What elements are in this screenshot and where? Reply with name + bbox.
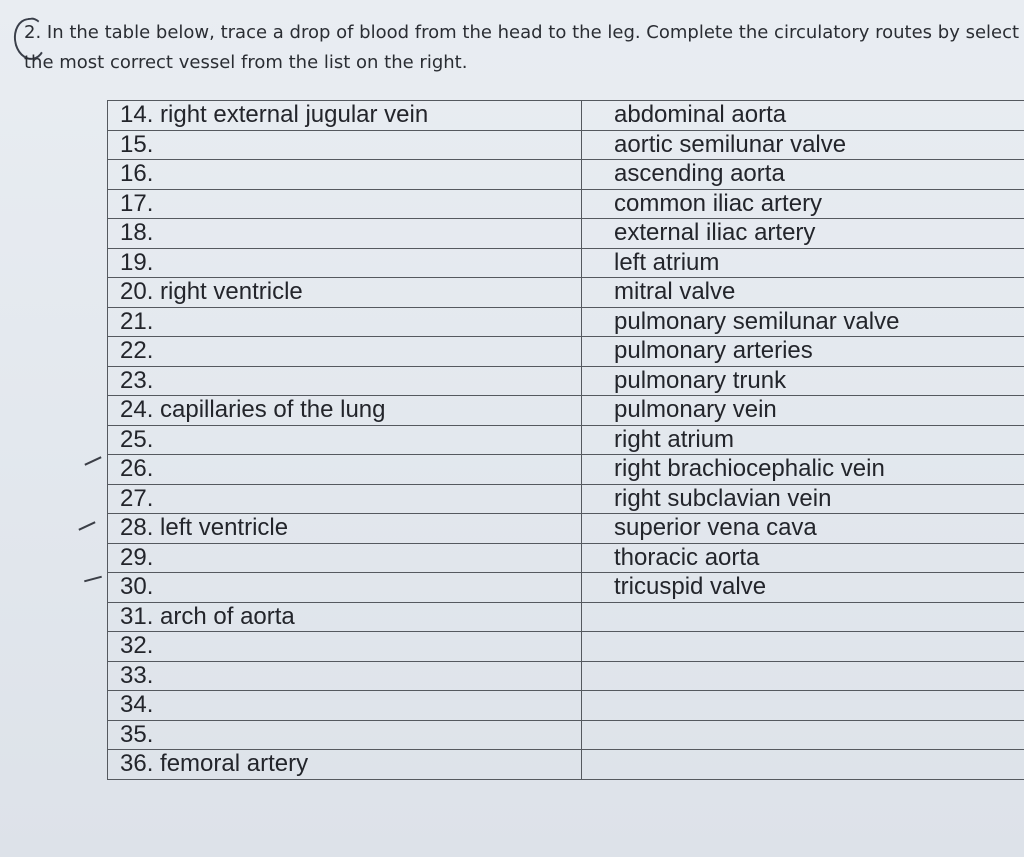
table-row xyxy=(108,750,1024,780)
table-row xyxy=(108,455,1024,485)
pen-tick-mark xyxy=(84,576,102,583)
table-row xyxy=(108,189,1024,219)
vessel-option-cell: right atrium xyxy=(582,425,1024,455)
table-row xyxy=(108,307,1024,337)
route-step-cell[interactable]: 23. xyxy=(108,366,582,396)
vessel-option-cell: thoracic aorta xyxy=(582,543,1024,573)
vessel-option-cell: ascending aorta xyxy=(582,160,1024,190)
table-row xyxy=(108,661,1024,691)
vessel-option-cell xyxy=(582,632,1024,662)
route-step-cell[interactable]: 26. xyxy=(108,455,582,485)
route-step-cell[interactable]: 15. xyxy=(108,130,582,160)
route-step-cell[interactable]: 18. xyxy=(108,219,582,249)
vessel-option-cell: pulmonary semilunar valve xyxy=(582,307,1024,337)
table-row xyxy=(108,101,1024,131)
pen-tick-mark xyxy=(84,456,101,465)
vessel-option-cell: abdominal aorta xyxy=(582,101,1024,131)
route-step-cell[interactable]: 14. right external jugular vein xyxy=(108,101,582,131)
route-step-cell[interactable]: 32. xyxy=(108,632,582,662)
vessel-option-cell xyxy=(582,602,1024,632)
route-step-cell[interactable]: 21. xyxy=(108,307,582,337)
vessel-option-cell: aortic semilunar valve xyxy=(582,130,1024,160)
route-step-cell[interactable]: 24. capillaries of the lung xyxy=(108,396,582,426)
vessel-option-cell xyxy=(582,691,1024,721)
route-step-cell[interactable]: 34. xyxy=(108,691,582,721)
route-step-cell[interactable]: 17. xyxy=(108,189,582,219)
route-step-cell[interactable]: 28. left ventricle xyxy=(108,514,582,544)
table-row xyxy=(108,396,1024,426)
vessel-option-cell: external iliac artery xyxy=(582,219,1024,249)
table-row xyxy=(108,219,1024,249)
vessel-option-cell xyxy=(582,720,1024,750)
vessel-option-cell xyxy=(582,750,1024,780)
route-step-cell[interactable]: 22. xyxy=(108,337,582,367)
table-row xyxy=(108,160,1024,190)
vessel-option-cell: mitral valve xyxy=(582,278,1024,308)
table-row xyxy=(108,425,1024,455)
route-step-cell[interactable]: 29. xyxy=(108,543,582,573)
route-step-cell[interactable]: 27. xyxy=(108,484,582,514)
table-row xyxy=(108,720,1024,750)
vessel-option-cell: pulmonary vein xyxy=(582,396,1024,426)
question-instructions xyxy=(24,18,1024,78)
table-row xyxy=(108,602,1024,632)
route-step-cell[interactable]: 16. xyxy=(108,160,582,190)
instructions-line-2: the most correct vessel from the list on the right. xyxy=(24,52,468,73)
route-step-cell[interactable]: 31. arch of aorta xyxy=(108,602,582,632)
vessel-option-cell: right brachiocephalic vein xyxy=(582,455,1024,485)
vessel-option-cell: pulmonary arteries xyxy=(582,337,1024,367)
vessel-option-cell: right subclavian vein xyxy=(582,484,1024,514)
route-step-cell[interactable]: 25. xyxy=(108,425,582,455)
route-step-cell[interactable]: 36. femoral artery xyxy=(108,750,582,780)
route-step-cell[interactable]: 33. xyxy=(108,661,582,691)
instructions-line-1: 2. In the table below, trace a drop of blood from the head to the leg. Complete the circulatory routes by select xyxy=(24,22,1020,43)
route-step-cell[interactable]: 30. xyxy=(108,573,582,603)
table-row xyxy=(108,632,1024,662)
vessel-option-cell xyxy=(582,661,1024,691)
table-row xyxy=(108,573,1024,603)
table-row xyxy=(108,366,1024,396)
table-row xyxy=(108,691,1024,721)
vessel-option-cell: left atrium xyxy=(582,248,1024,278)
route-step-cell[interactable]: 19. xyxy=(108,248,582,278)
vessel-option-cell: pulmonary trunk xyxy=(582,366,1024,396)
vessel-option-cell: superior vena cava xyxy=(582,514,1024,544)
pen-tick-mark xyxy=(78,521,95,530)
vessel-option-cell: tricuspid valve xyxy=(582,573,1024,603)
vessel-option-cell: common iliac artery xyxy=(582,189,1024,219)
table-row xyxy=(108,543,1024,573)
table-row xyxy=(108,514,1024,544)
table-row xyxy=(108,484,1024,514)
table-row xyxy=(108,248,1024,278)
route-step-cell[interactable]: 35. xyxy=(108,720,582,750)
circulation-table xyxy=(107,100,1024,780)
table-row xyxy=(108,278,1024,308)
table-row xyxy=(108,130,1024,160)
table-row xyxy=(108,337,1024,367)
route-step-cell[interactable]: 20. right ventricle xyxy=(108,278,582,308)
